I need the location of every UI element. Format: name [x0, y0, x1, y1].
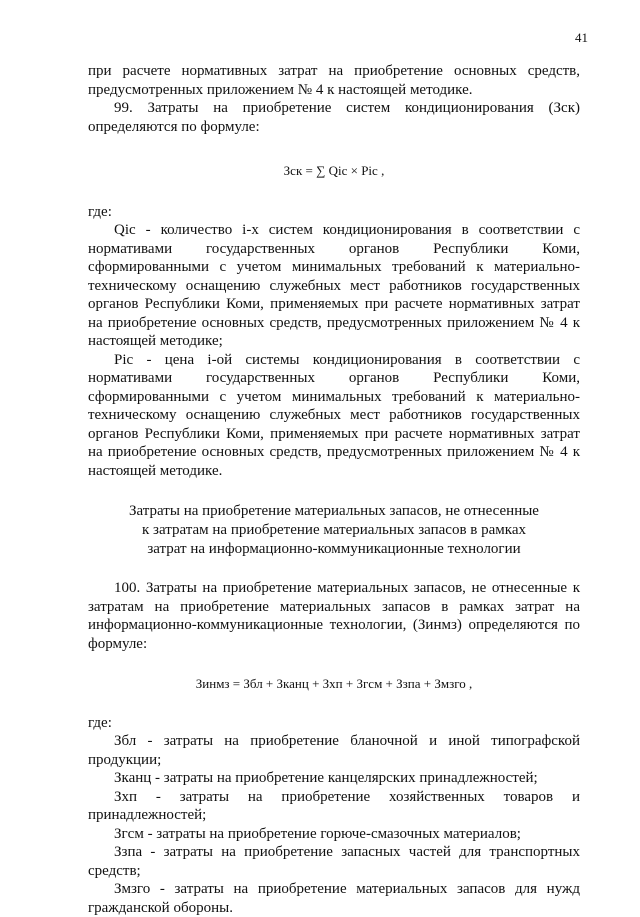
formula-air-conditioning: Зск = ∑ Qiс × Piс , — [283, 163, 385, 178]
paragraph-intro: при расчете нормативных затрат на приобретение основных средств, предусмотренных приложением № 4 к настоящей методике. — [88, 63, 580, 98]
heading-line: Затраты на приобретение материальных запасов, не отнесенные — [129, 503, 539, 519]
definition-item: Зканц - затраты на приобретение канцелярских принадлежностей; — [114, 770, 538, 786]
paragraph-99: 99. Затраты на приобретение систем кондиционирования (Зск) определяются по формуле: — [88, 100, 580, 135]
document-body — [88, 62, 580, 917]
heading-line: к затратам на приобретение материальных запасов в рамках — [142, 522, 526, 538]
page-number: 41 — [575, 30, 588, 45]
definition-item: Ззпа - затраты на приобретение запасных частей для транспортных средств; — [88, 844, 580, 879]
definition-item: Згсм - затраты на приобретение горюче-смазочных материалов; — [114, 825, 521, 842]
paragraph-100: 100. Затраты на приобретение материальных запасов, не отнесенные к затратам на приобретение материальных запасов в рамках затрат на информационно-коммуникационные технологии, (Зинмз) определяются по формуле: — [88, 580, 580, 652]
where-label-2: где: — [88, 714, 112, 731]
section-heading — [88, 502, 580, 559]
definition-item: Зхп - затраты на приобретение хозяйственных товаров и принадлежностей; — [88, 788, 580, 823]
definition-item: Змзго - затраты на приобретение материальных запасов для нужд гражданской обороны. — [88, 881, 580, 916]
where-label-1: где: — [88, 203, 112, 220]
definition-item: Збл - затраты на приобретение бланочной и иной типографской продукции; — [88, 733, 580, 768]
definition-q: Qiс - количество i-х систем кондиционирования в соответствии с нормативами государственных органов Республики Коми, сформированными с учетом минимальных требований к материально-техническому оснащению служебных мест работников государственных органов Республики Коми, применяемых при расчете нормативных затрат на приобретение основных средств, предусмотренных приложением № 4 к настоящей методике; — [88, 222, 580, 349]
definition-p: Piс - цена i-ой системы кондиционирования в соответствии с нормативами государственных органов Республики Коми, сформированными с учетом минимальных требований к материально-техническому оснащению служебных мест работников государственных органов Республики Коми, применяемых при расчете нормативных затрат на приобретение основных средств, предусмотренных приложением № 4 к настоящей методике. — [88, 351, 580, 479]
heading-line: затрат на информационно-коммуникационные технологии — [147, 541, 521, 557]
formula-material-supplies: Зинмз = Збл + Зканц + Зхп + Згсм + Ззпа + Змзго , — [195, 676, 473, 691]
